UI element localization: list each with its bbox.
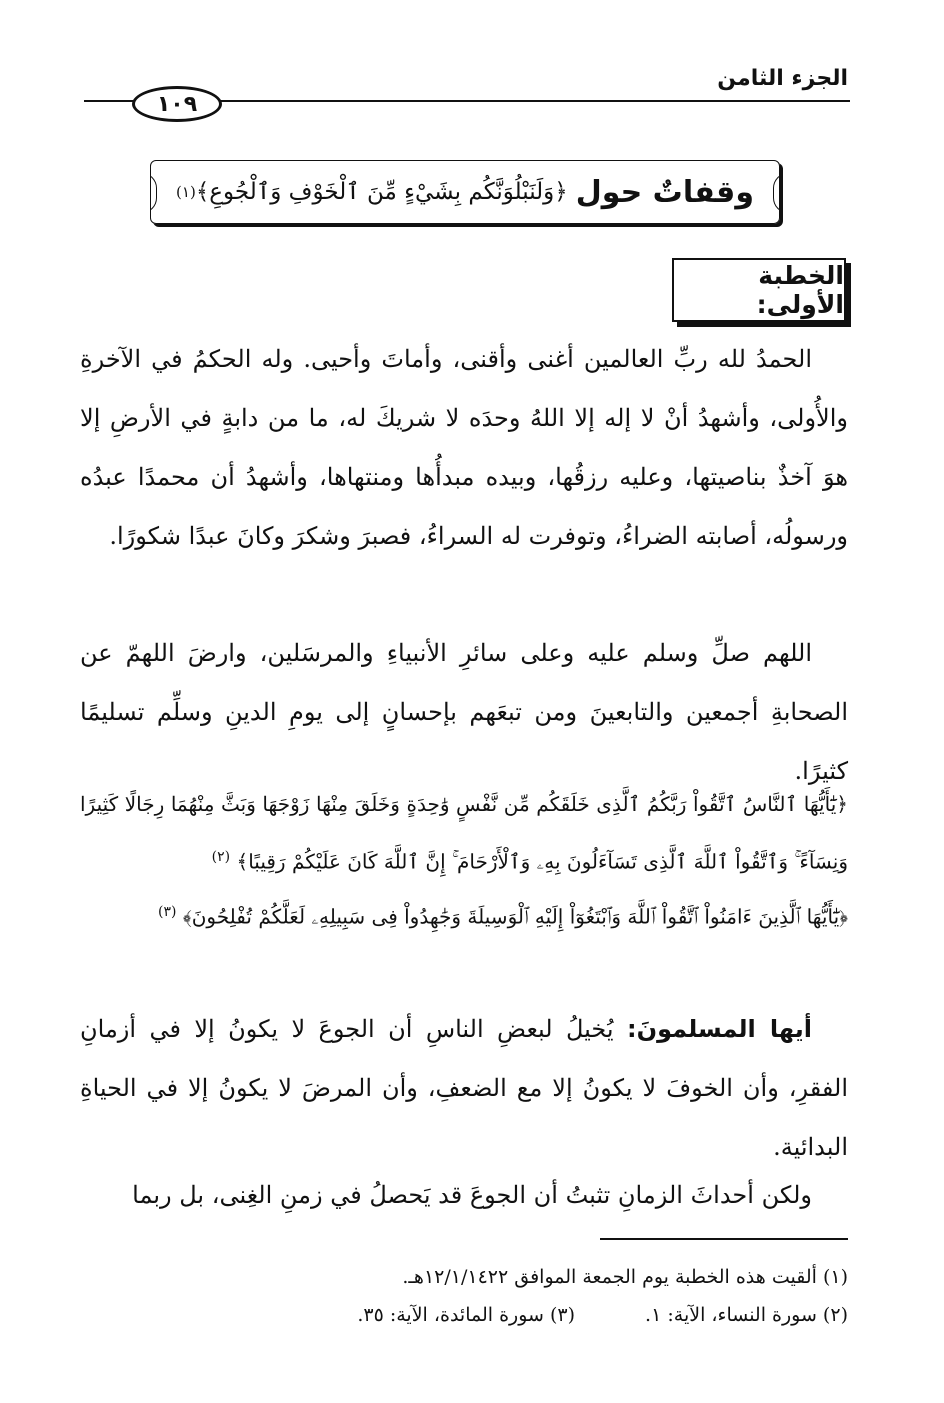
title-ornament-right — [773, 173, 780, 213]
paragraph-muslims — [80, 1000, 848, 1177]
body-text — [80, 330, 848, 566]
body-text-4 — [80, 1166, 848, 1225]
section-heading: الخطبة الأولى: — [672, 258, 846, 322]
title-ornament-left — [150, 173, 157, 213]
verse-nisa: ﴿يَٰٓأَيُّهَا ٱلنَّاسُ ٱتَّقُواْ رَبَّكُمُ ٱلَّذِى خَلَقَكُم مِّن نَّفْسٍ وَٰحِدَةٍ وَخَلَقَ مِنْهَا زَوْجَهَا وَبَثَّ مِنْهُمَا رِجَالًا كَثِيرًا وَنِسَآءً ۚ وَٱتَّقُواْ ٱللَّهَ ٱلَّذِى تَسَآءَلُونَ بِهِۦ وَٱلْأَرْحَامَ ۚ إِنَّ ٱللَّهَ كَانَ عَلَيْكُمْ رَقِيبًا﴾ — [80, 792, 848, 874]
body-text-3 — [80, 1000, 848, 1177]
paragraph-events: ولكن أحداثَ الزمانِ تثبتُ أن الجوعَ قد يَحصلُ في زمنِ الغِنى، بل ربما — [132, 1181, 812, 1209]
footnote-1: (١) ألقيت هذه الخطبة يوم الجمعة الموافق ١٢/١/١٤٢٢هـ. — [402, 1266, 848, 1288]
verse-block-2 — [80, 886, 848, 944]
chapter-title-verse: ﴿وَلَنَبْلُوَنَّكُم بِشَيْءٍ مِّنَ ٱلْخَوْفِ وَٱلْجُوعِ﴾ — [195, 179, 568, 205]
title-footnote-ref: (١) — [176, 183, 196, 201]
verse-block-1 — [80, 778, 848, 889]
page-number: ١٠٩ — [132, 86, 222, 122]
chapter-title-box — [150, 160, 780, 224]
running-header: الجزء الثامن — [717, 66, 848, 91]
verse-2-footnote-ref: (٣) — [158, 904, 177, 920]
paragraph-muslims-text: يُخيلُ لبعضِ الناسِ أن الجوعَ لا يكونُ إلا في أزمانِ الفقرِ، وأن الخوفَ لا يكونُ إلا مع الضعفِ، وأن المرضَ لا يكونُ إلا في الحياةِ البدائية. — [80, 1015, 848, 1161]
paragraph-salat: اللهم صلِّ وسلم عليه وعلى سائرِ الأنبياءِ والمرسَلين، وارضَ اللهمّ عن الصحابةِ أجمعين والتابعينَ ومن تبعَهم بإحسانٍ إلى يومِ الدينِ وسلِّم تسليمًا كثيرًا. — [80, 639, 848, 785]
footnotes — [140, 1258, 848, 1334]
footnote-rule — [600, 1238, 848, 1240]
footnote-3: (٣) سورة المائدة، الآية: ٣٥. — [357, 1304, 576, 1326]
verse-1-footnote-ref: (٢) — [211, 849, 231, 865]
footnote-2: (٢) سورة النساء، الآية: ١. — [645, 1304, 848, 1326]
body-text-2 — [80, 624, 848, 801]
verse-maida: ﴿يَٰٓأَيُّهَا ٱلَّذِينَ ءَامَنُواْ ٱتَّقُواْ ٱللَّهَ وَٱبْتَغُوٓاْ إِلَيْهِ ٱلْوَسِيلَةَ وَجَٰهِدُواْ فِى سَبِيلِهِۦ لَعَلَّكُمْ تُفْلِحُونَ﴾ — [182, 904, 848, 929]
footnote-row-2 — [140, 1296, 848, 1334]
chapter-title: وقفاتٌ حول — [575, 174, 754, 210]
paragraph-opening: الحمدُ لله ربِّ العالمين أغنى وأقنى، وأماتَ وأحيى. وله الحكمُ في الآخرةِ والأُولى، وأشهدُ أنْ لا إله إلا اللهُ وحدَه لا شريكَ له، ما من دابةٍ في الأرضِ إلا هوَ آخذٌ بناصيتها، وعليه رزقُها، وبيده مبدأُها ومنتهاها، وأشهدُ أن محمدًا عبدُه ورسولُه، أصابته الضراءُ، وتوفرت له السراءُ، فصبرَ وشكرَ وكانَ عبدًا شكورًا. — [80, 345, 848, 550]
address-lead: أيها المسلمونَ: — [627, 1015, 812, 1043]
